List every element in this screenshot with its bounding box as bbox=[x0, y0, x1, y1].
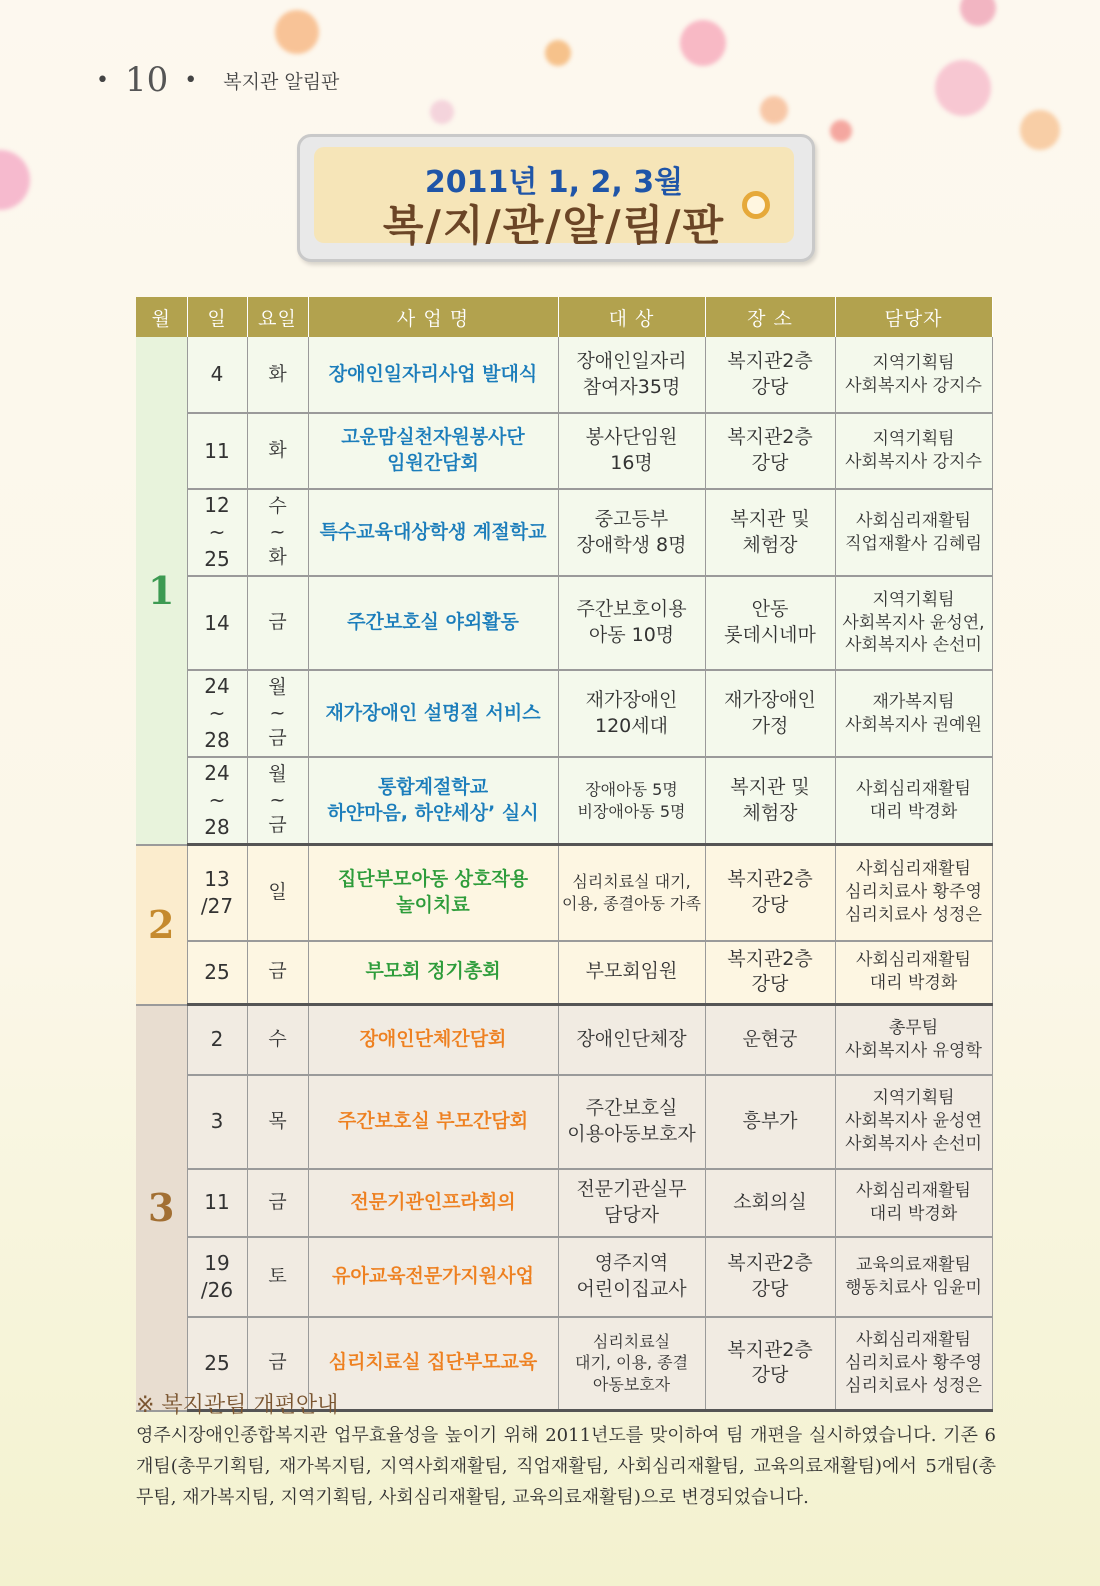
target-cell: 장애인단체장 bbox=[558, 1005, 705, 1075]
weekday-cell: 일 bbox=[247, 845, 308, 941]
staff-cell: 지역기획팀 사회복지사 강지수 bbox=[835, 413, 992, 489]
day-cell: 19 /26 bbox=[187, 1237, 247, 1317]
col-header: 장 소 bbox=[705, 297, 835, 337]
weekday-cell: 목 bbox=[247, 1075, 308, 1169]
staff-cell: 지역기획팀 사회복지사 윤성연 사회복지사 손선미 bbox=[835, 1075, 992, 1169]
staff-cell: 사회심리재활팀 심리치료사 황주영 심리치료사 성정은 bbox=[835, 845, 992, 941]
place-cell: 흥부가 bbox=[705, 1075, 835, 1169]
decor-bubble bbox=[545, 40, 571, 66]
month-cell: 3 bbox=[136, 1005, 187, 1411]
ring-icon bbox=[742, 191, 770, 219]
decor-bubble bbox=[0, 150, 30, 210]
day-cell: 24 ~ 28 bbox=[187, 757, 247, 845]
place-cell: 재가장애인 가정 bbox=[705, 670, 835, 757]
event-name: 유아교육전문가지원사업 bbox=[308, 1237, 558, 1317]
day-cell: 12 ~ 25 bbox=[187, 489, 247, 576]
weekday-cell: 화 bbox=[247, 413, 308, 489]
table-row bbox=[136, 1169, 992, 1237]
staff-cell: 사회심리재활팀 심리치료사 황주영 심리치료사 성정은 bbox=[835, 1317, 992, 1411]
title-panel bbox=[314, 147, 794, 250]
decor-bubble bbox=[935, 60, 991, 116]
decor-bubble bbox=[430, 100, 454, 124]
target-cell: 장애아동 5명 비장애아동 5명 bbox=[558, 757, 705, 845]
target-cell: 중고등부 장애학생 8명 bbox=[558, 489, 705, 576]
event-name: 재가장애인 설명절 서비스 bbox=[308, 670, 558, 757]
place-cell: 운현궁 bbox=[705, 1005, 835, 1075]
event-name: 부모회 정기총회 bbox=[308, 941, 558, 1005]
event-name: 고운맘실천자원봉사단 임원간담회 bbox=[308, 413, 558, 489]
month-cell: 2 bbox=[136, 845, 187, 1005]
day-cell: 11 bbox=[187, 413, 247, 489]
place-cell: 소회의실 bbox=[705, 1169, 835, 1237]
staff-cell: 사회심리재활팀 대리 박경화 bbox=[835, 941, 992, 1005]
place-cell: 복지관2층 강당 bbox=[705, 337, 835, 413]
staff-cell: 사회심리재활팀 직업재활사 김혜림 bbox=[835, 489, 992, 576]
day-cell: 25 bbox=[187, 1317, 247, 1411]
title-year: 2011년 1, 2, 3월 bbox=[424, 165, 684, 200]
weekday-cell: 월 ~ 금 bbox=[247, 757, 308, 845]
col-header: 사 업 명 bbox=[308, 297, 558, 337]
notice-title: ※ 복지관팀 개편안내 bbox=[136, 1393, 339, 1418]
page-title: 복/지/관/알/림/판 bbox=[382, 201, 726, 250]
weekday-cell: 금 bbox=[247, 1317, 308, 1411]
event-name: 장애인단체간담회 bbox=[308, 1005, 558, 1075]
decor-bubble bbox=[830, 120, 852, 142]
place-cell: 복지관2층 강당 bbox=[705, 413, 835, 489]
day-cell: 24 ~ 28 bbox=[187, 670, 247, 757]
target-cell: 주간보호실 이용아동보호자 bbox=[558, 1075, 705, 1169]
event-name: 장애인일자리사업 발대식 bbox=[308, 337, 558, 413]
place-cell: 복지관 및 체험장 bbox=[705, 757, 835, 845]
target-cell: 재가장애인 120세대 bbox=[558, 670, 705, 757]
decor-bubble bbox=[1020, 110, 1060, 150]
table-row bbox=[136, 845, 992, 941]
col-header: 요일 bbox=[247, 297, 308, 337]
staff-cell: 지역기획팀 사회복지사 강지수 bbox=[835, 337, 992, 413]
weekday-cell: 월 ~ 금 bbox=[247, 670, 308, 757]
target-cell: 봉사단임원 16명 bbox=[558, 413, 705, 489]
staff-cell: 사회심리재활팀 대리 박경화 bbox=[835, 757, 992, 845]
staff-cell: 재가복지팀 사회복지사 권예원 bbox=[835, 670, 992, 757]
weekday-cell: 금 bbox=[247, 1169, 308, 1237]
place-cell: 복지관2층 강당 bbox=[705, 941, 835, 1005]
weekday-cell: 화 bbox=[247, 337, 308, 413]
table-row bbox=[136, 757, 992, 845]
day-cell: 13 /27 bbox=[187, 845, 247, 941]
day-cell: 2 bbox=[187, 1005, 247, 1075]
event-name: 심리치료실 집단부모교육 bbox=[308, 1317, 558, 1411]
staff-cell: 지역기획팀 사회복지사 윤성연, 사회복지사 손선미 bbox=[835, 576, 992, 670]
target-cell: 심리치료실 대기, 이용, 종결 아동보호자 bbox=[558, 1317, 705, 1411]
day-cell: 11 bbox=[187, 1169, 247, 1237]
event-name: 주간보호실 부모간담회 bbox=[308, 1075, 558, 1169]
staff-cell: 교육의료재활팀 행동치료사 임윤미 bbox=[835, 1237, 992, 1317]
target-cell: 전문기관실무 담당자 bbox=[558, 1169, 705, 1237]
table-row bbox=[136, 1237, 992, 1317]
staff-cell: 총무팀 사회복지사 유영학 bbox=[835, 1005, 992, 1075]
table-row bbox=[136, 670, 992, 757]
page-number: 10 bbox=[124, 60, 169, 100]
table-header-row bbox=[136, 297, 992, 337]
decor-bubble bbox=[680, 20, 726, 66]
bullet-icon: • bbox=[184, 67, 198, 93]
decor-bubble bbox=[275, 10, 319, 54]
place-cell: 복지관 및 체험장 bbox=[705, 489, 835, 576]
table-row bbox=[136, 337, 992, 413]
bullet-icon: • bbox=[96, 67, 109, 93]
decor-bubble bbox=[960, 0, 996, 26]
staff-cell: 사회심리재활팀 대리 박경화 bbox=[835, 1169, 992, 1237]
col-header: 일 bbox=[187, 297, 247, 337]
target-cell: 부모회임원 bbox=[558, 941, 705, 1005]
weekday-cell: 수 bbox=[247, 1005, 308, 1075]
weekday-cell: 수 ~ 화 bbox=[247, 489, 308, 576]
table-row bbox=[136, 576, 992, 670]
table-row bbox=[136, 1075, 992, 1169]
target-cell: 영주지역 어린이집교사 bbox=[558, 1237, 705, 1317]
section-name: 복지관 알림판 bbox=[223, 70, 340, 93]
decor-bubble bbox=[760, 96, 788, 124]
notice-body: 영주시장애인종합복지관 업무효율성을 높이기 위해 2011년도를 맞이하여 팀 개편을 실시하였습니다. 기존 6개팀(총무기획팀, 재가복지팀, 지역사회재활팀, 직업재활팀, 사회심리재활팀, 교육의료재활팀)에서 5개팀(총무팀, 재가복지팀, 지역기획팀, 사회심리재활팀, 교육의료재활팀)으로 변경되었습니다. bbox=[136, 1425, 996, 1508]
title-banner bbox=[297, 134, 815, 262]
table-row bbox=[136, 1005, 992, 1075]
place-cell: 복지관2층 강당 bbox=[705, 845, 835, 941]
target-cell: 심리치료실 대기, 이용, 종결아동 가족 bbox=[558, 845, 705, 941]
event-name: 특수교육대상학생 계절학교 bbox=[308, 489, 558, 576]
weekday-cell: 금 bbox=[247, 941, 308, 1005]
weekday-cell: 토 bbox=[247, 1237, 308, 1317]
place-cell: 복지관2층 강당 bbox=[705, 1237, 835, 1317]
day-cell: 3 bbox=[187, 1075, 247, 1169]
target-cell: 장애인일자리 참여자35명 bbox=[558, 337, 705, 413]
target-cell: 주간보호이용 아동 10명 bbox=[558, 576, 705, 670]
event-name: 주간보호실 야외활동 bbox=[308, 576, 558, 670]
weekday-cell: 금 bbox=[247, 576, 308, 670]
schedule-table bbox=[136, 297, 993, 1412]
day-cell: 4 bbox=[187, 337, 247, 413]
col-header: 대 상 bbox=[558, 297, 705, 337]
table-row bbox=[136, 413, 992, 489]
day-cell: 14 bbox=[187, 576, 247, 670]
table-row bbox=[136, 941, 992, 1005]
place-cell: 복지관2층 강당 bbox=[705, 1317, 835, 1411]
event-name: 전문기관인프라회의 bbox=[308, 1169, 558, 1237]
day-cell: 25 bbox=[187, 941, 247, 1005]
table-row bbox=[136, 489, 992, 576]
col-header: 담당자 bbox=[835, 297, 992, 337]
place-cell: 안동 롯데시네마 bbox=[705, 576, 835, 670]
event-name: 통합계절학교 하얀마음, 하얀세상’ 실시 bbox=[308, 757, 558, 845]
page-header bbox=[96, 60, 339, 100]
event-name: 집단부모아동 상호작용 놀이치료 bbox=[308, 845, 558, 941]
month-cell: 1 bbox=[136, 337, 187, 845]
col-header: 월 bbox=[136, 297, 187, 337]
